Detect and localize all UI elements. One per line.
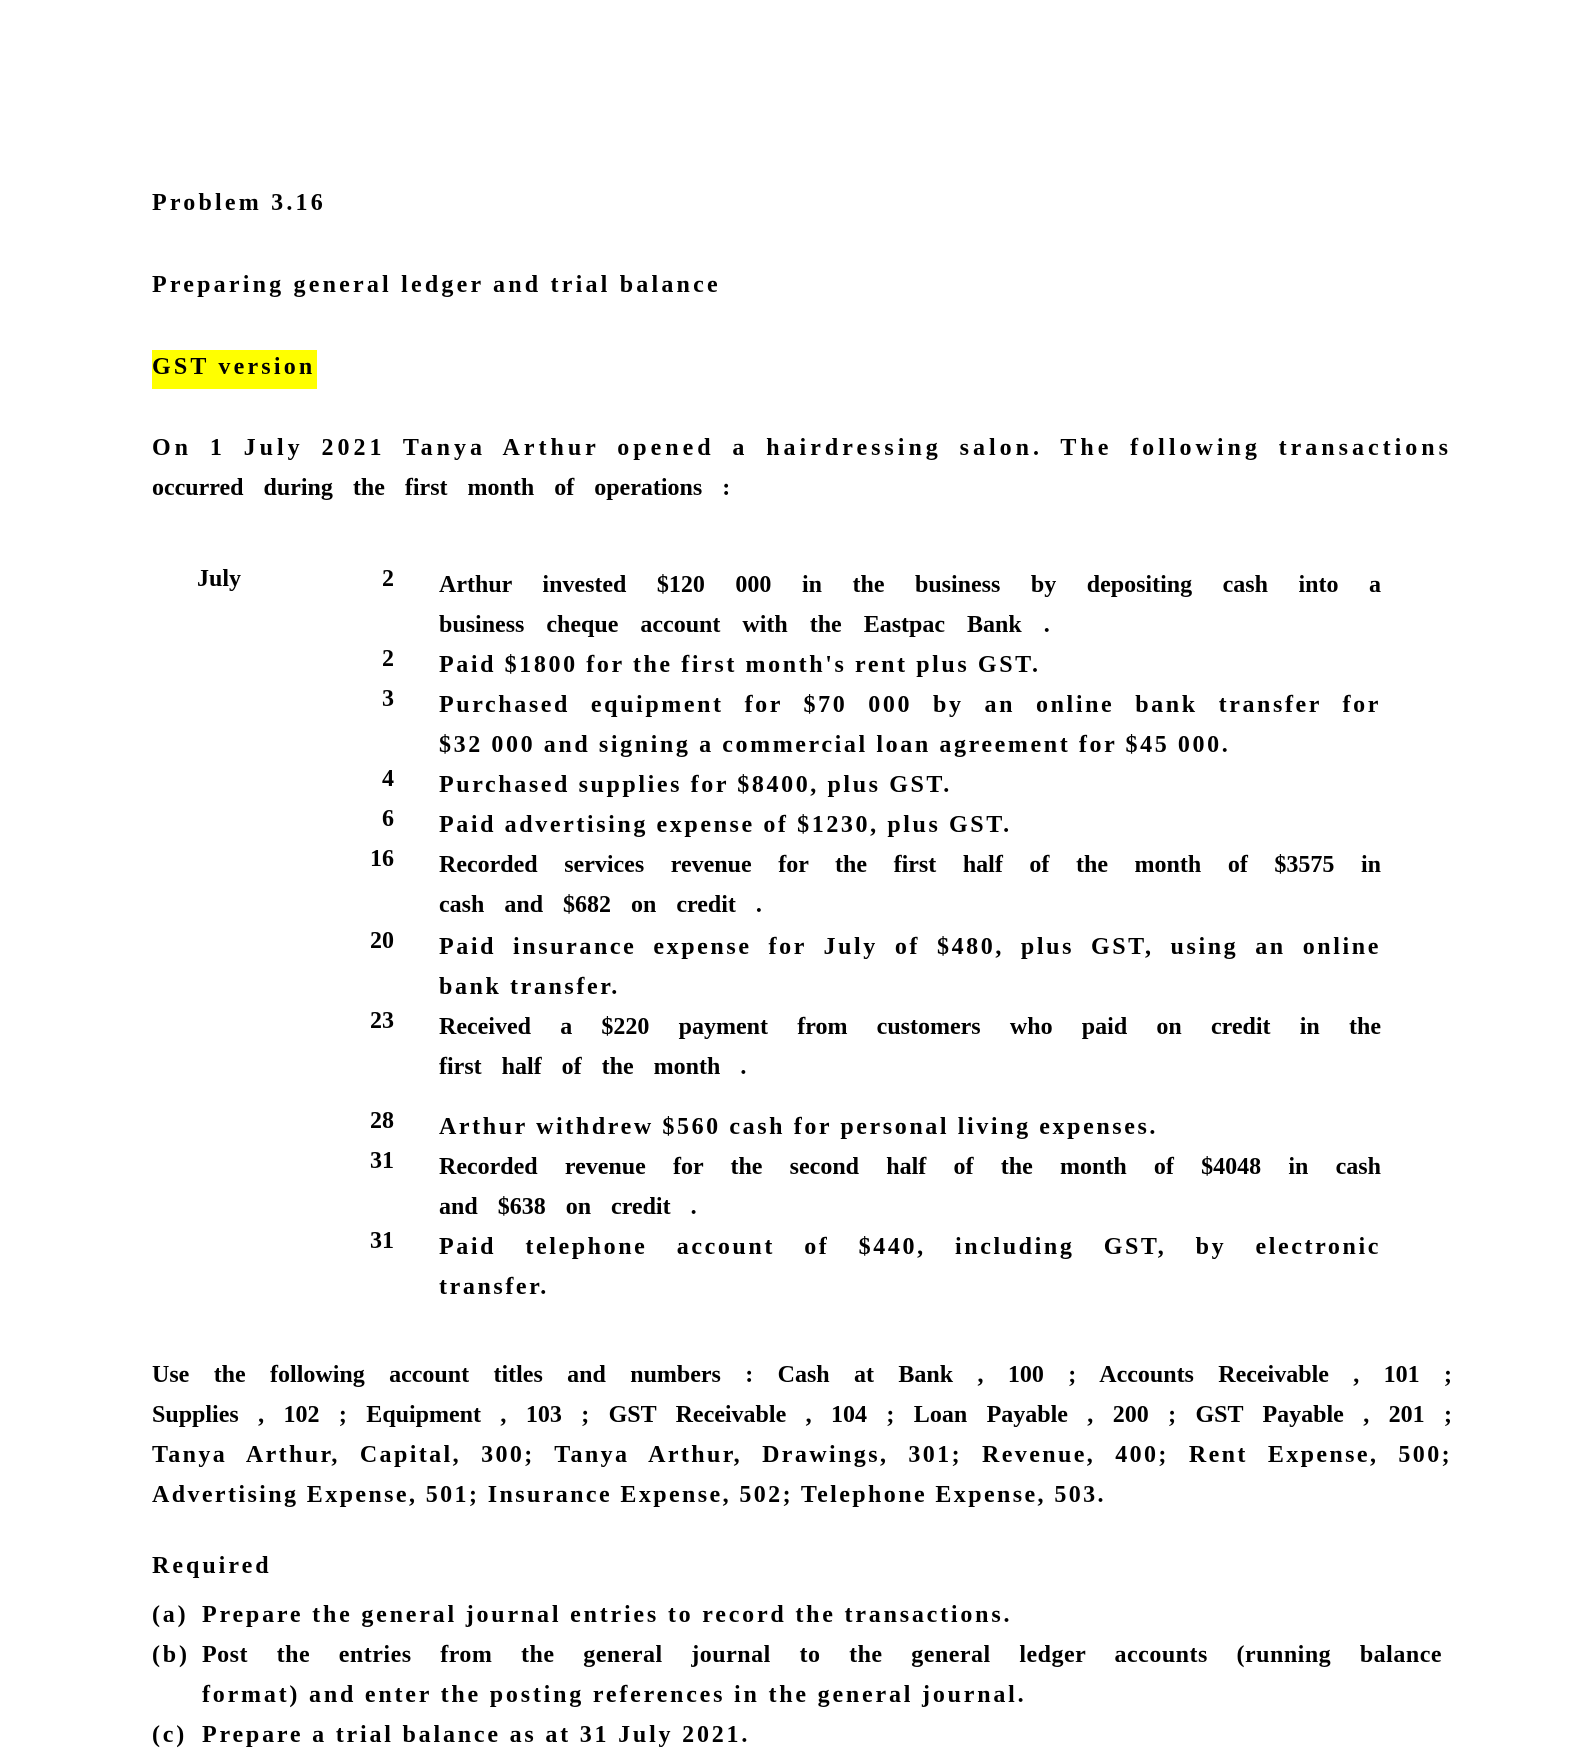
accounts-line-1: Use the following account titles and numbers : Cash at Bank , 100 ; Accounts Receivable , 101 ;	[152, 1362, 1452, 1388]
transaction-description: Paid telephone account of $440, including GST, by electronic transfer.	[439, 1234, 1381, 1300]
transaction-day: 16	[370, 846, 394, 872]
transaction-description: Received a $220 payment from customers who paid on credit in the first half of the month .	[439, 1014, 1381, 1080]
transaction-day: 2	[382, 566, 394, 592]
intro-line-1: On 1 July 2021 Tanya Arthur opened a hairdressing salon. The following transactions	[152, 435, 1452, 461]
requirement-text-continued: format) and enter the posting references in the general journal.	[202, 1682, 1027, 1708]
transaction-description: Arthur withdrew $560 cash for personal living expenses.	[439, 1114, 1159, 1140]
requirement-label: (b)	[152, 1642, 190, 1668]
required-heading: Required	[152, 1553, 272, 1579]
transaction-description: Paid advertising expense of $1230, plus GST.	[439, 812, 1012, 838]
requirement-text: Post the entries from the general journal to the general ledger accounts (running balance	[202, 1642, 1442, 1668]
transaction-day: 23	[370, 1008, 394, 1034]
problem-subtitle: Preparing general ledger and trial balance	[152, 272, 721, 298]
intro-paragraph	[152, 428, 1452, 508]
accounts-paragraph	[152, 1355, 1452, 1515]
transaction-description: Arthur invested $120 000 in the business by depositing cash into a business cheque account with the Eastpac Bank .	[439, 572, 1381, 638]
transaction-description: Paid $1800 for the first month's rent plus GST.	[439, 652, 1041, 678]
transaction-description: Purchased supplies for $8400, plus GST.	[439, 772, 952, 798]
requirement-a	[152, 1595, 1442, 1635]
requirement-text: Prepare a trial balance as at 31 July 2021.	[202, 1722, 751, 1748]
accounts-line-2: Supplies , 102 ; Equipment , 103 ; GST Receivable , 104 ; Loan Payable , 200 ; GST Payable , 201 ;	[152, 1402, 1452, 1428]
transaction-day: 20	[370, 928, 394, 954]
transaction-day: 4	[382, 766, 394, 792]
transaction-day: 2	[382, 646, 394, 672]
transaction-day: 6	[382, 806, 394, 832]
transaction-description: Purchased equipment for $70 000 by an online bank transfer for $32 000 and signing a commercial loan agreement for $45 000.	[439, 692, 1381, 758]
accounts-line-4: Advertising Expense, 501; Insurance Expense, 502; Telephone Expense, 503.	[152, 1482, 1106, 1508]
transaction-day: 31	[370, 1148, 394, 1174]
problem-number: Problem 3.16	[152, 190, 326, 216]
transaction-description: Paid insurance expense for July of $480, plus GST, using an online bank transfer.	[439, 934, 1381, 1000]
transaction-month: July	[197, 566, 242, 592]
transaction-day: 3	[382, 686, 394, 712]
requirement-c	[152, 1715, 1442, 1755]
requirement-label: (a)	[152, 1602, 189, 1628]
requirement-label: (c)	[152, 1722, 188, 1748]
version-highlight: GST version	[152, 350, 317, 389]
transaction-description: Recorded services revenue for the first half of the month of $3575 in cash and $682 on credit .	[439, 852, 1381, 918]
requirement-text: Prepare the general journal entries to record the transactions.	[202, 1602, 1013, 1628]
transaction-day: 31	[370, 1228, 394, 1254]
accounts-line-3: Tanya Arthur, Capital, 300; Tanya Arthur, Drawings, 301; Revenue, 400; Rent Expense, 500;	[152, 1442, 1452, 1468]
requirement-b	[152, 1635, 1442, 1715]
document-page	[152, 0, 1452, 1760]
intro-line-2: occurred during the first month of operations :	[152, 475, 731, 501]
transaction-description: Recorded revenue for the second half of the month of $4048 in cash and $638 on credit .	[439, 1154, 1381, 1220]
transaction-day: 28	[370, 1108, 394, 1134]
